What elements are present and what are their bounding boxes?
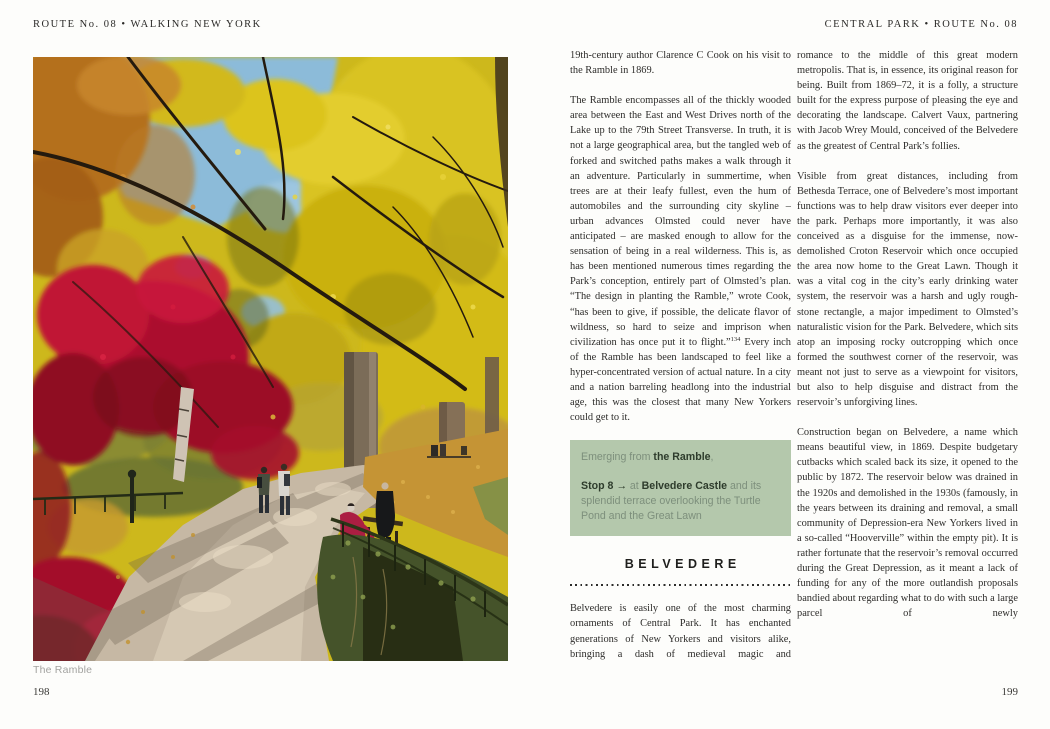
paragraph-ramble [570, 93, 791, 425]
callout-stop-line [581, 479, 779, 524]
callout-stop-rest: and its splendid terrace overlooking the Turtle Pond and the Great Lawn [581, 480, 762, 523]
callout-intro-pre: Emerging from [581, 451, 654, 464]
paragraph-romance: romance to the middle of this great modern metropolis. That is, in essence, its original reason for being. Built from 1869–72, it is a folly, a structure built for the express purpose of pleasing the eye and decorating the landscape. Calvert Vaux, partnering with Jacob Wrey Mould, conceived of the Belvedere as the greatest of Central Park’s follies. [797, 50, 1018, 152]
callout-stop-label: Stop 8 → [581, 480, 627, 493]
text-column-1 [570, 48, 791, 662]
footnote-marker: 134 [730, 335, 741, 343]
paragraph-intro: 19th-century author Clarence C Cook on his visit to the Ramble in 1869. [570, 50, 791, 77]
callout-intro-bold: the Ramble [653, 451, 711, 464]
callout-stop-place: Belvedere Castle [641, 480, 728, 493]
paragraph-construction: Construction began on Belvedere, a name which means beautiful view, in 1869. Despite budgetary cutbacks which scaled back its size, it opened to the public by 1872. The reservoir below was drained in the 1920s and demolished in the 1930s (famously, in the years between its draining and removal, a small community of Depression-era New Yorkers lived in a so-called “Hooverville” within the empty pit). It is rather fortunate that the reservoir’s removal occurred during the Great Depression, as it meant a lack of funding for any of the more outlandish proposals bandied about regarding what to do with such a large parcel of newly [797, 427, 1018, 620]
photo-caption: The Ramble [33, 664, 93, 676]
text-column-2 [797, 48, 1018, 621]
stop-callout [570, 440, 791, 536]
running-header-left: ROUTE No. 08 • WALKING NEW YORK [33, 19, 262, 30]
running-header-right: CENTRAL PARK • ROUTE No. 08 [824, 19, 1018, 30]
callout-intro-line [581, 450, 779, 465]
callout-stop-mid: at [626, 480, 642, 493]
section-heading-belvedere: BELVEDERE [624, 557, 741, 572]
paragraph-belvedere-intro: Belvedere is easily one of the most charming ornaments of Central Park. It has enchanted generations of New Yorkers and visitors alike, bringing a dash of medieval magic and [570, 603, 791, 660]
dotted-rule [570, 584, 791, 586]
page-number-left: 198 [33, 686, 50, 698]
paragraph-visible: Visible from great distances, including from Bethesda Terrace, one of Belvedere’s most important functions was to help draw visitors ever deeper into the park. Perhaps more importantly, it was also conceived as a disguise for the immense, now-demolished Croton Reservoir which once occupied the area now home to the Great Lawn. Though it was a vital cog in the city’s early drinking water system, the reservoir was a harsh and ugly rough-stone rectangle, a major impediment to Olmsted’s naturalistic vision for the Park. Belvedere, which sits atop an imposing rocky outcropping which once formed the southwest corner of the reservoir, was meant not just to serve as a viewpoint for visitors, but also to help disguise and distract from the reservoir’s unforgiving lines. [797, 170, 1018, 409]
callout-intro-post: , [710, 451, 714, 464]
ramble-photo [33, 57, 508, 661]
page-number-right: 199 [1001, 686, 1018, 698]
paragraph-ramble-continued: Every inch of the Ramble has been landscaped to feel like a hyper-concentrated version of actual nature. In a city and a nation barreling headlong into the industrial age, this was the closest that many New Yorkers could get to it. [570, 336, 791, 424]
paragraph-ramble-text: The Ramble encompasses all of the thickly wooded area between the East and West Drives north of the Lake up to the 79th Street Transverse. In truth, it is not a large geographical area, but the tangled web of forked and switched paths makes a walk through it an adventure. Particularly in summertime, when trees are at their leafy fullest, even the hum of automobiles and the surrounding city skyline – urban advances Olmsted could never have anticipated – are masked enough to allow for the sensation of being in a real wilderness. This is, as has been mentioned numerous times regarding the Park’s conception, entirely part of Olmsted’s plan. “The design in planting the Ramble,” wrote Cook, “has been to give, if possible, the delicate flavor of wildness, so hard to seize and imprison when civilization has once put it to flight.” [570, 95, 791, 348]
